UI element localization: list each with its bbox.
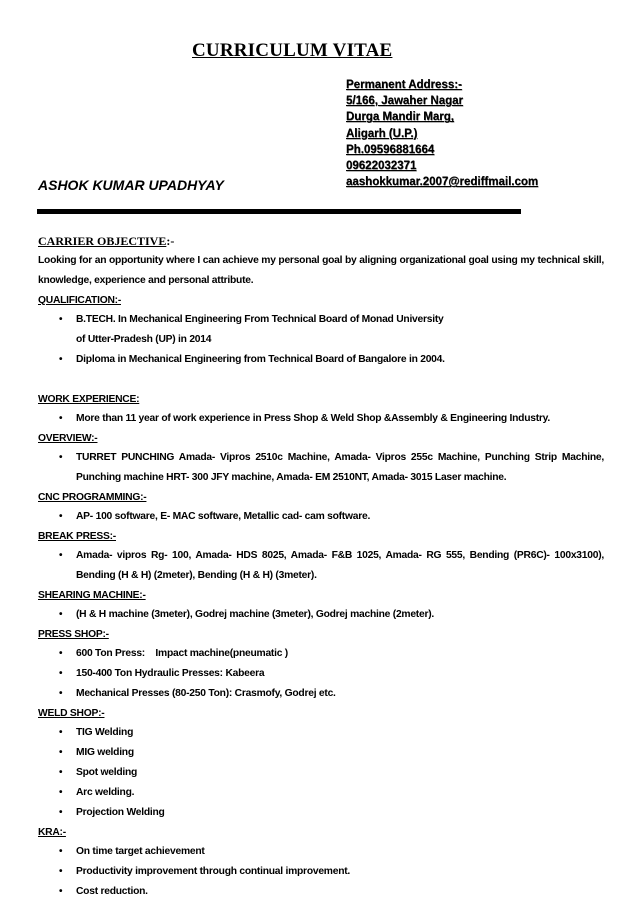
section-heading-work-experience: WORK EXPERIENCE:	[38, 394, 140, 405]
kra-list	[38, 842, 604, 902]
bullet-icon: •	[59, 648, 63, 659]
address-label: Permanent Address:-	[346, 79, 462, 91]
list-item	[38, 664, 604, 684]
bullet-icon: •	[59, 846, 63, 857]
list-item-text: TURRET PUNCHING Amada- Vipros 2510c Machine, Amada- Vipros 255c Machine, Punching Strip Machine, Punching machine HRT- 300 JFY machine, Amada- EM 2510NT, Amada- 3015 Laser machine.	[76, 452, 604, 483]
phone-number: Ph.09596881664	[346, 143, 435, 156]
list-item-text: Cost reduction.	[76, 886, 148, 897]
list-item	[38, 684, 604, 704]
section-heading-overview: OVERVIEW:-	[38, 433, 98, 444]
section-heading-break-press: BREAK PRESS:-	[38, 531, 116, 542]
list-item	[38, 310, 604, 350]
list-item	[38, 448, 604, 488]
bullet-icon: •	[59, 354, 63, 365]
list-item	[38, 507, 604, 527]
section-heading-shearing-machine: SHEARING MACHINE:-	[38, 590, 146, 601]
list-item	[38, 605, 604, 625]
bullet-icon: •	[59, 452, 63, 463]
bullet-icon: •	[59, 550, 63, 561]
section-heading-qualification: QUALIFICATION:-	[38, 295, 121, 306]
list-item	[38, 803, 604, 823]
list-item-text: (H & H machine (3meter), Godrej machine (3meter), Godrej machine (2meter).	[76, 609, 435, 620]
bullet-icon: •	[59, 609, 63, 620]
bullet-icon: •	[59, 688, 63, 699]
list-item-text: B.TECH. In Mechanical Engineering From Technical Board of Monad University	[76, 314, 444, 325]
list-item	[38, 842, 604, 862]
break-press-list	[38, 546, 604, 586]
list-item	[38, 743, 604, 763]
list-item	[38, 763, 604, 783]
objective-text: Looking for an opportunity where I can achieve my personal goal by aligning organizational goal using my technical skill, knowledge, experience and personal attribute.	[38, 255, 604, 286]
bullet-icon: •	[59, 807, 63, 818]
bullet-icon: •	[59, 787, 63, 798]
shearing-list	[38, 605, 604, 625]
list-item-text: Spot welding	[76, 767, 138, 778]
bullet-icon: •	[59, 767, 63, 778]
address-line: Aligarh (U.P.)	[346, 127, 418, 140]
overview-list	[38, 448, 604, 488]
candidate-name: ASHOK KUMAR UPADHYAY	[38, 177, 224, 193]
list-item-text: Productivity improvement through continual improvement.	[76, 866, 351, 877]
bullet-icon: •	[59, 727, 63, 738]
section-heading-weld-shop: WELD SHOP:-	[38, 708, 105, 719]
list-item	[38, 783, 604, 803]
list-item	[38, 350, 604, 370]
header-divider	[37, 209, 521, 214]
list-item	[38, 882, 604, 902]
list-item-text: MIG welding	[76, 747, 134, 758]
weld-shop-list	[38, 723, 604, 823]
list-item	[38, 862, 604, 882]
list-item-text: Arc welding.	[76, 787, 135, 798]
bullet-icon: •	[59, 886, 63, 897]
list-item-text: Projection Welding	[76, 807, 165, 818]
list-item	[38, 546, 604, 586]
list-item-text: Diploma in Mechanical Engineering from Technical Board of Bangalore in 2004.	[76, 354, 445, 365]
list-item	[38, 723, 604, 743]
address-line: 5/166, Jawaher Nagar	[346, 95, 463, 108]
list-item-text: 600 Ton Press: Impact machine(pneumatic )	[76, 648, 288, 659]
objective-title-suffix: :-	[166, 234, 175, 248]
list-item	[38, 409, 604, 429]
list-item-text: More than 11 year of work experience in Press Shop & Weld Shop &Assembly & Engineering Industry.	[76, 413, 551, 424]
list-item-text: Amada- vipros Rg- 100, Amada- HDS 8025, Amada- F&B 1025, Amada- RG 555, Bending (PR6C)- 100x3100), Bending (H & H) (2meter), Bending (H & H) (3meter).	[76, 550, 604, 581]
section-spacer	[38, 370, 604, 390]
section-heading-cnc-programming: CNC PROGRAMMING:-	[38, 492, 147, 503]
bullet-icon: •	[59, 413, 63, 424]
list-item-text: Mechanical Presses (80-250 Ton): Crasmofy, Godrej etc.	[76, 688, 336, 699]
bullet-icon: •	[59, 668, 63, 679]
bullet-icon: •	[59, 511, 63, 522]
section-heading-objective	[38, 232, 604, 251]
email-address: aashokkumar.2007@rediffmail.com	[346, 176, 539, 189]
resume-body	[38, 232, 604, 902]
objective-title: CARRIER OBJECTIVE	[38, 234, 167, 248]
list-item-text: AP- 100 software, E- MAC software, Metallic cad- cam software.	[76, 511, 371, 522]
phone-number: 09622032371	[346, 160, 417, 173]
address-line: Durga Mandir Marg,	[346, 111, 454, 124]
cnc-list	[38, 507, 604, 527]
list-item	[38, 644, 604, 664]
section-heading-press-shop: PRESS SHOP:-	[38, 629, 109, 640]
qualification-list	[38, 310, 604, 370]
press-shop-list	[38, 644, 604, 704]
list-item-text: TIG Welding	[76, 727, 134, 738]
permanent-address	[346, 77, 626, 190]
work-experience-list	[38, 409, 604, 429]
bullet-icon: •	[59, 747, 63, 758]
bullet-icon: •	[59, 314, 63, 325]
bullet-icon: •	[59, 866, 63, 877]
section-heading-kra: KRA:-	[38, 827, 66, 838]
list-item-text: 150-400 Ton Hydraulic Presses: Kabeera	[76, 668, 265, 679]
list-item-text: of Utter-Pradesh (UP) in 2014	[76, 334, 212, 345]
document-title: CURRICULUM VITAE	[192, 40, 393, 61]
list-item-text: On time target achievement	[76, 846, 205, 857]
